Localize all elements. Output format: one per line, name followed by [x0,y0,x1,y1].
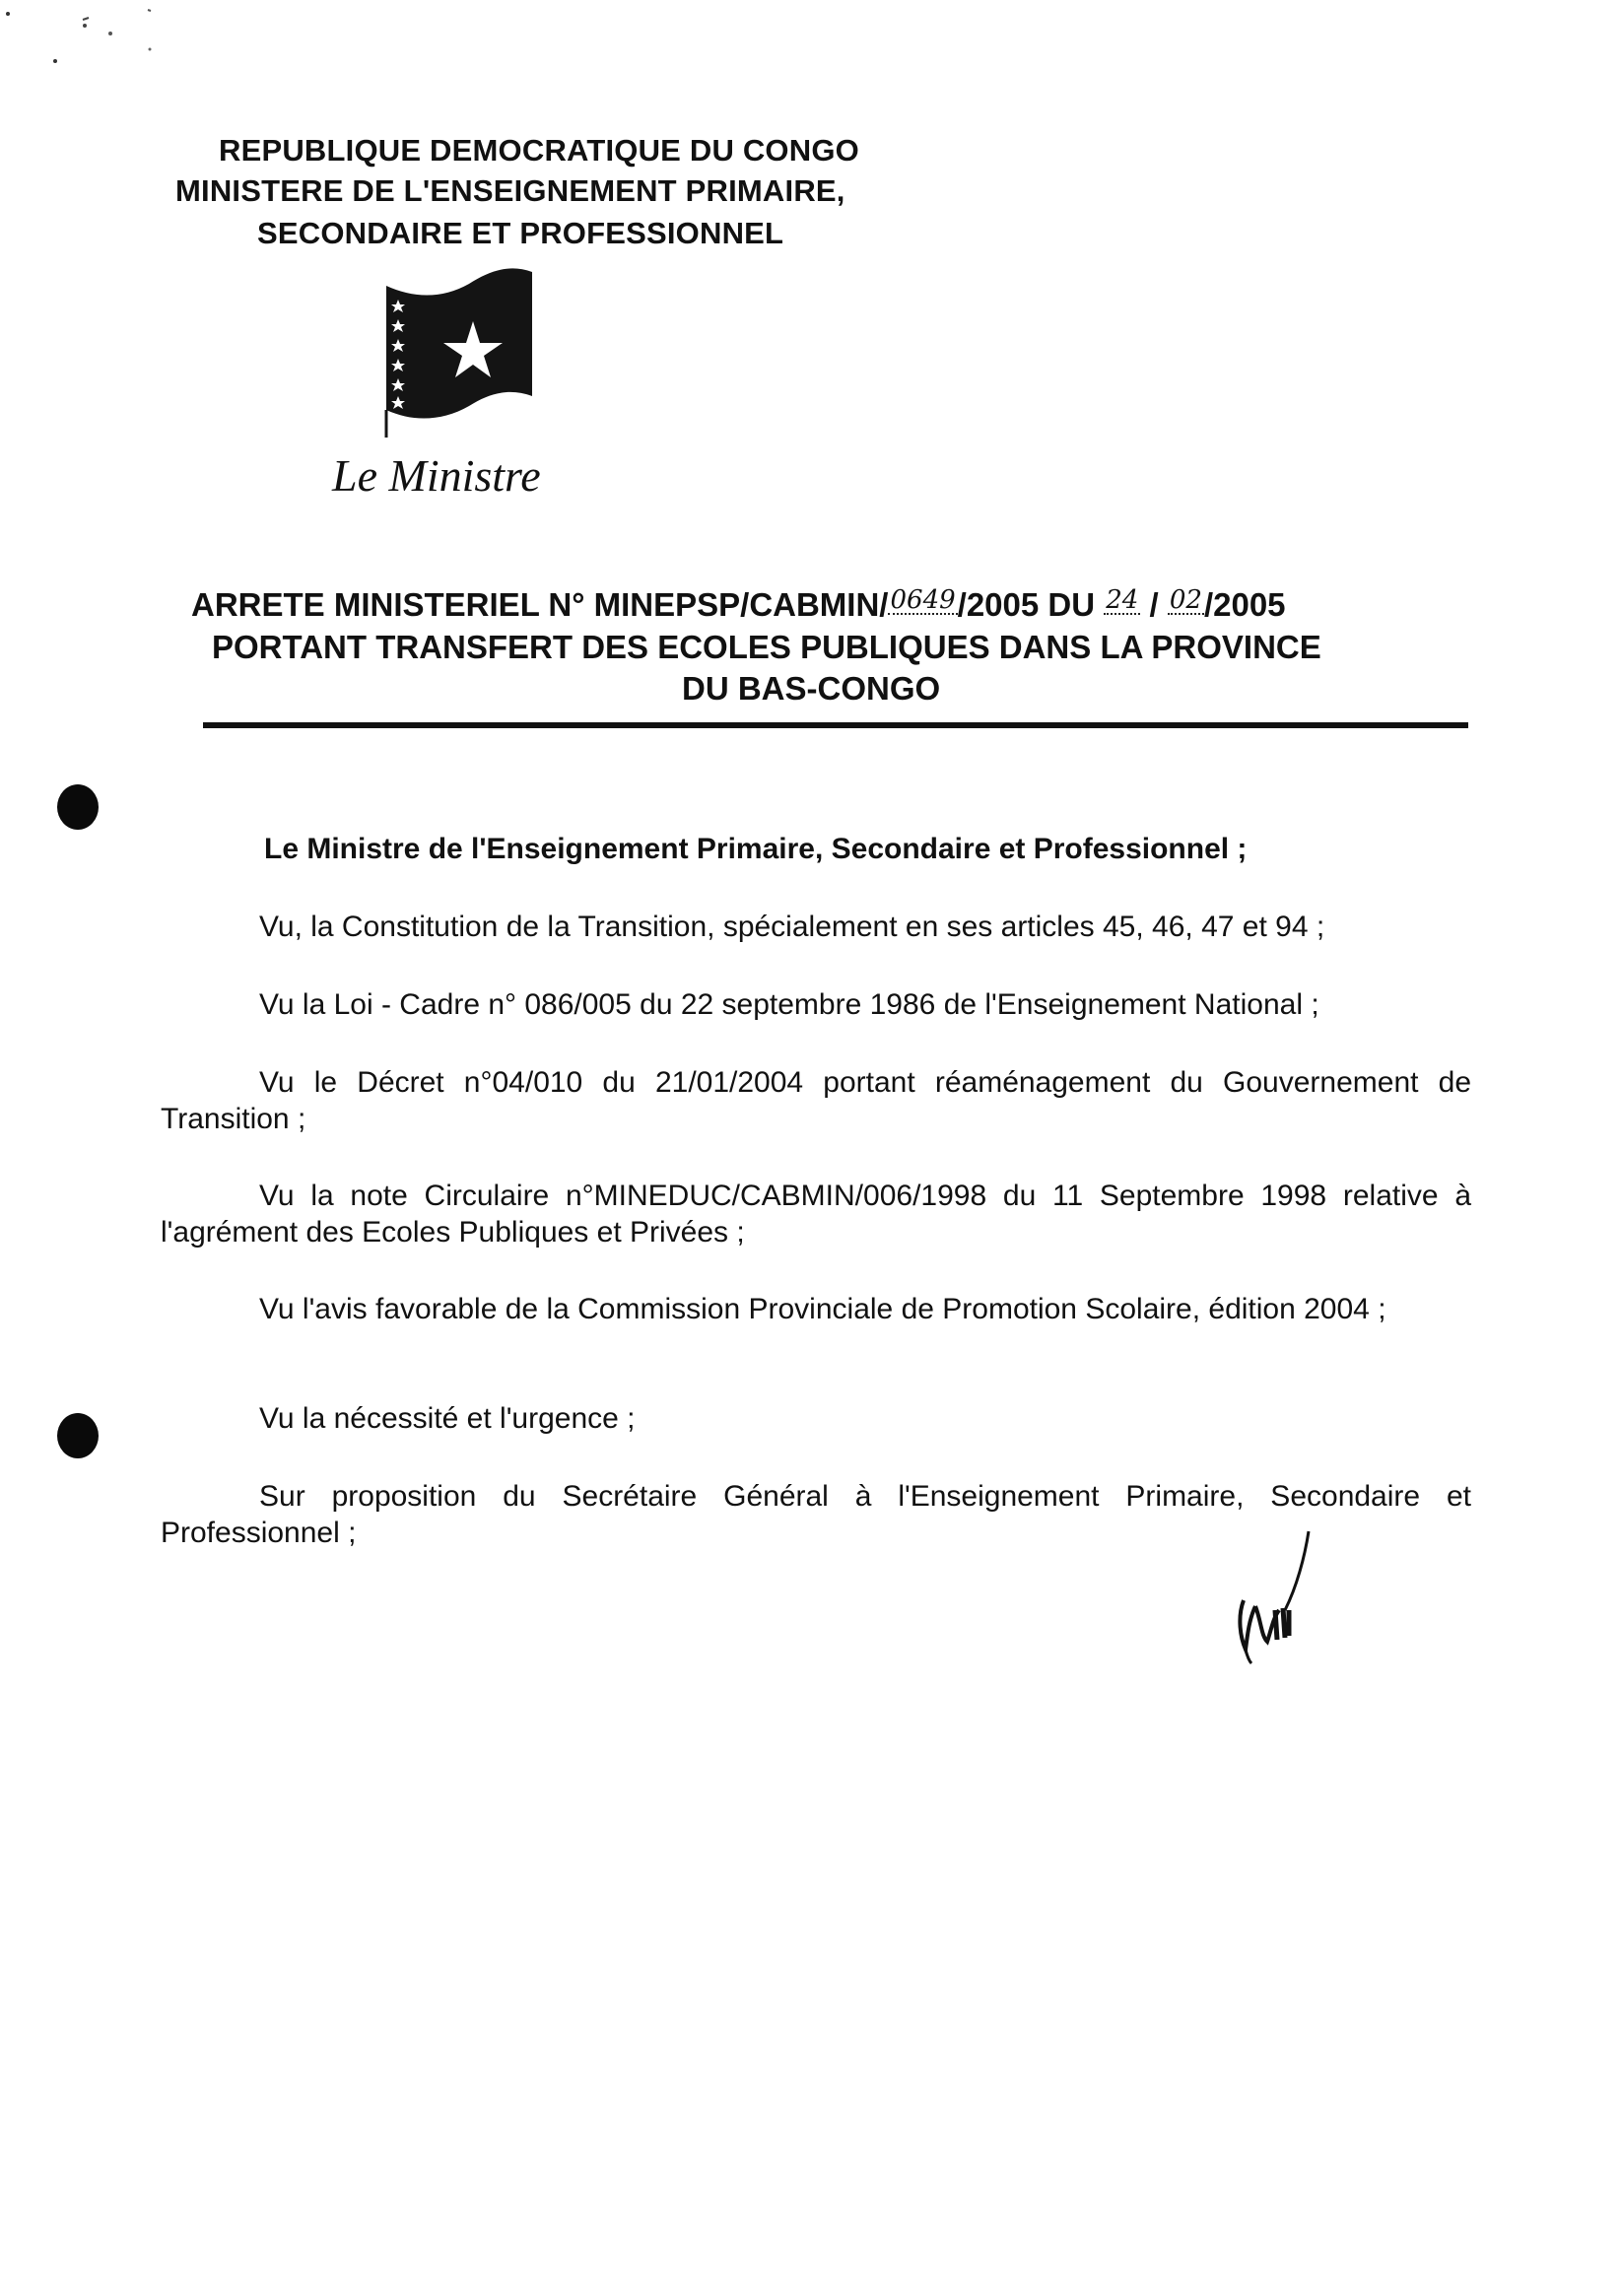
flag-star-emblem-icon [382,258,540,439]
consideration-constitution: Vu, la Constitution de la Transition, spécialement en ses articles 45, 46, 47 et 94 ; [259,911,1325,943]
header-ministry: MINISTERE DE L'ENSEIGNEMENT PRIMAIRE, [175,173,845,208]
header-republic: REPUBLIQUE DEMOCRATIQUE DU CONGO [219,133,859,168]
decree-number-prefix: ARRETE MINISTERIEL N° MINEPSP/CABMIN/ [191,586,889,623]
punch-hole-icon [57,784,99,830]
header-ministry-cont: SECONDAIRE ET PROFESSIONNEL [257,216,784,250]
punch-hole-icon [57,1413,99,1458]
consideration-decret: Vu le Décret n°04/010 du 21/01/2004 portant réaménagement du Gouvernement de Transition ; [161,1066,1471,1135]
title-underline-rule [203,722,1468,728]
consideration-loi-cadre: Vu la Loi - Cadre n° 086/005 du 22 septembre 1986 de l'Enseignement National ; [259,988,1319,1021]
decree-year-suffix: /2005 [1203,586,1286,623]
preamble: Le Ministre de l'Enseignement Primaire, Secondaire et Professionnel ; [264,833,1248,865]
handwritten-initials-icon [1232,1527,1330,1665]
decree-title-line2: PORTANT TRANSFERT DES ECOLES PUBLIQUES DANS LA PROVINCE [212,629,1321,665]
minister-signature-line: Le Ministre [332,450,541,501]
scan-specks-icon [0,0,197,89]
decree-number-handwritten: 0649 [890,585,956,615]
decree-month-handwritten: 02 [1169,585,1202,615]
consideration-avis: Vu l'avis favorable de la Commission Provinciale de Promotion Scolaire, édition 2004 ; [259,1293,1386,1325]
decree-title-line1 [191,585,1286,623]
consideration-proposition: Sur proposition du Secrétaire Général à l'Enseignement Primaire, Secondaire et Professionnel ; [161,1480,1471,1549]
consideration-urgence: Vu la nécessité et l'urgence ; [259,1402,636,1435]
decree-date-separator: / [1140,586,1168,623]
consideration-circulaire: Vu la note Circulaire n°MINEDUC/CABMIN/006/1998 du 11 Septembre 1998 relative à l'agrément des Ecoles Publiques et Privées ; [161,1180,1471,1249]
decree-day-handwritten: 24 [1106,585,1139,615]
decree-title-line3: DU BAS-CONGO [682,670,941,707]
decree-year-du: /2005 DU [957,586,1105,623]
